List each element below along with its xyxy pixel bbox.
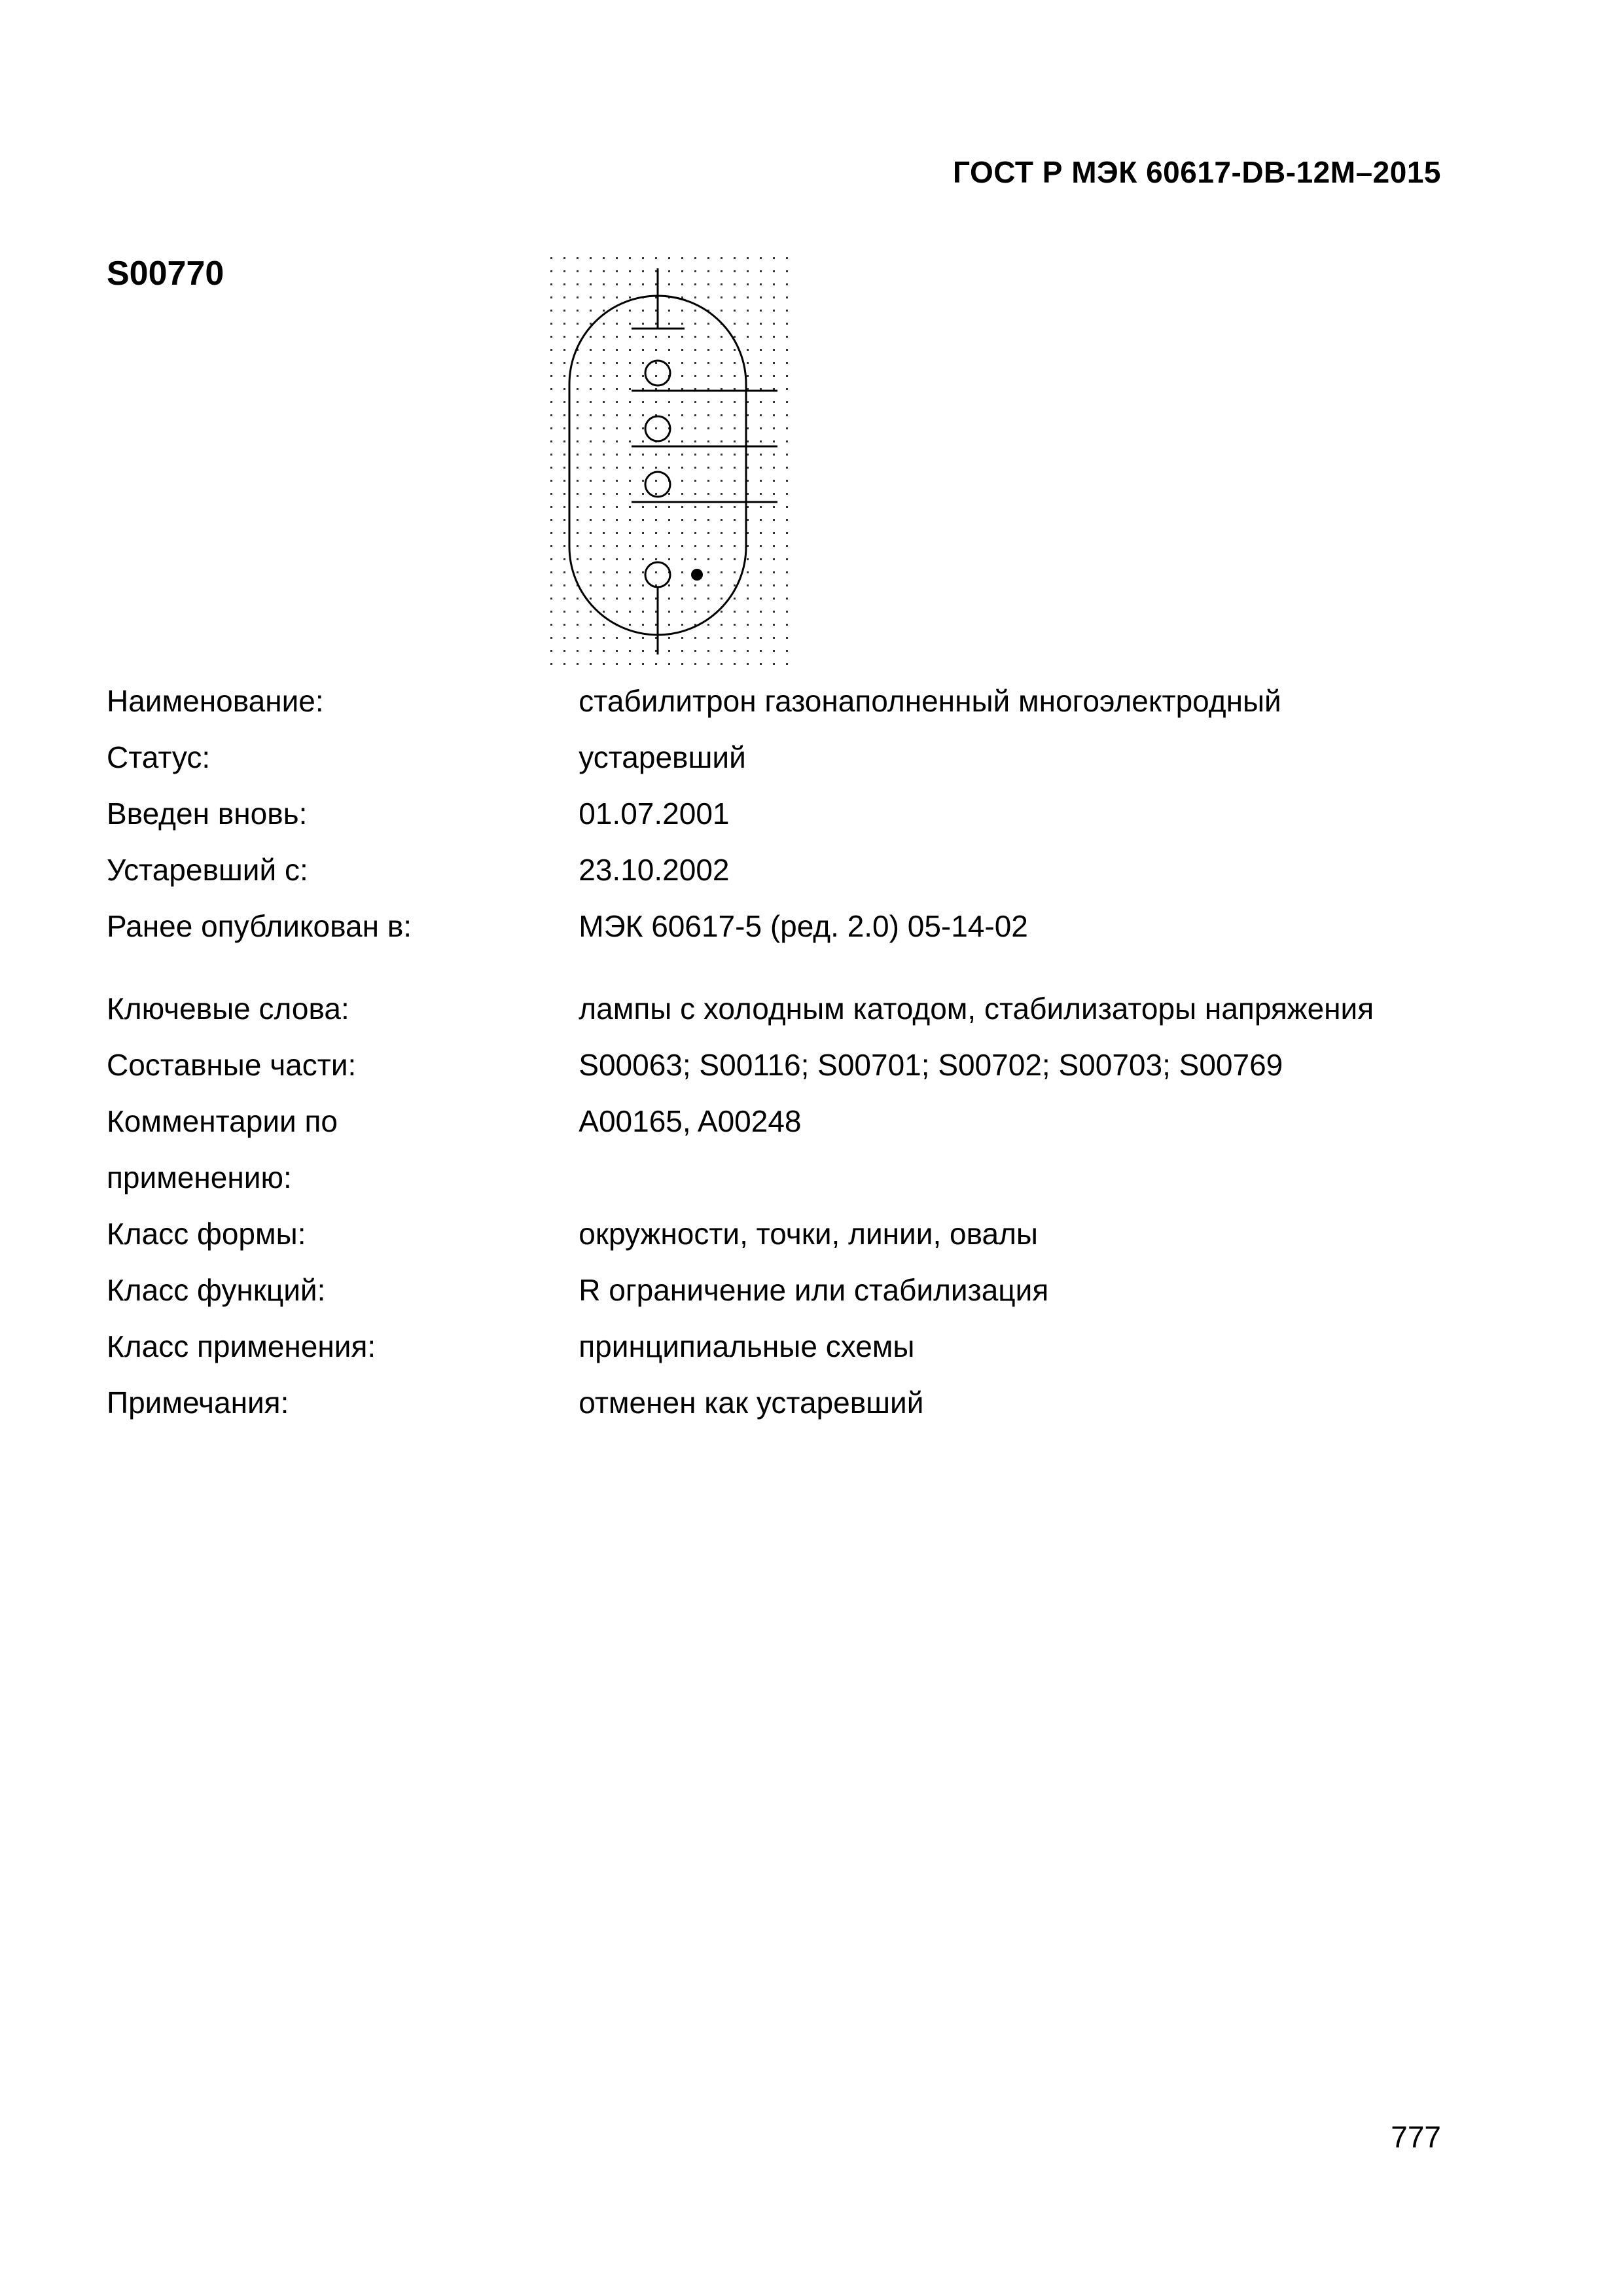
property-row xyxy=(107,785,1481,842)
property-label: Устаревший с: xyxy=(107,853,308,887)
property-row xyxy=(107,1262,1481,1318)
symbol-drawing-icon xyxy=(548,255,797,668)
property-row xyxy=(107,898,1481,954)
page-number: 777 xyxy=(1391,2120,1441,2154)
property-value: S00063; S00116; S00701; S00702; S00703; S00769 xyxy=(579,1048,1283,1082)
property-row xyxy=(107,1037,1481,1093)
standard-designation: ГОСТ Р МЭК 60617-DB-12M–2015 xyxy=(953,155,1441,189)
property-label: Класс функций: xyxy=(107,1273,326,1307)
property-label: Ранее опубликован в: xyxy=(107,909,412,943)
property-value: 23.10.2002 xyxy=(579,853,730,887)
property-label: Класс формы: xyxy=(107,1217,306,1251)
property-row xyxy=(107,1206,1481,1262)
property-row xyxy=(107,842,1481,898)
property-label: Ключевые слова: xyxy=(107,992,349,1026)
gas-filled-dot xyxy=(691,569,703,581)
property-row xyxy=(107,1318,1481,1374)
property-value: 01.07.2001 xyxy=(579,797,730,831)
property-row xyxy=(107,1374,1481,1431)
property-value: устаревший xyxy=(579,740,746,774)
property-row xyxy=(107,954,1481,1037)
property-label: Наименование: xyxy=(107,684,324,718)
property-value: лампы с холодным катодом, стабилизаторы напряжения xyxy=(579,992,1374,1026)
property-label: Статус: xyxy=(107,740,211,774)
symbol-id: S00770 xyxy=(107,255,224,293)
property-value: МЭК 60617-5 (ред. 2.0) 05-14-02 xyxy=(579,909,1028,943)
property-label: Комментарии по применению: xyxy=(107,1104,338,1194)
grid-background xyxy=(548,255,797,668)
property-row xyxy=(107,1093,1481,1206)
property-value: стабилитрон газонаполненный многоэлектродный xyxy=(579,684,1281,718)
property-row xyxy=(107,673,1481,729)
property-label: Примечания: xyxy=(107,1386,289,1420)
property-value: A00165, A00248 xyxy=(579,1104,802,1138)
property-value: R ограничение или стабилизация xyxy=(579,1273,1049,1307)
properties-table xyxy=(107,673,1481,1431)
property-value: окружности, точки, линии, овалы xyxy=(579,1217,1038,1251)
property-label: Класс применения: xyxy=(107,1329,376,1363)
property-label: Введен вновь: xyxy=(107,797,308,831)
property-label: Составные части: xyxy=(107,1048,357,1082)
property-value: отменен как устаревший xyxy=(579,1386,924,1420)
property-row xyxy=(107,729,1481,785)
property-value: принципиальные схемы xyxy=(579,1329,915,1363)
